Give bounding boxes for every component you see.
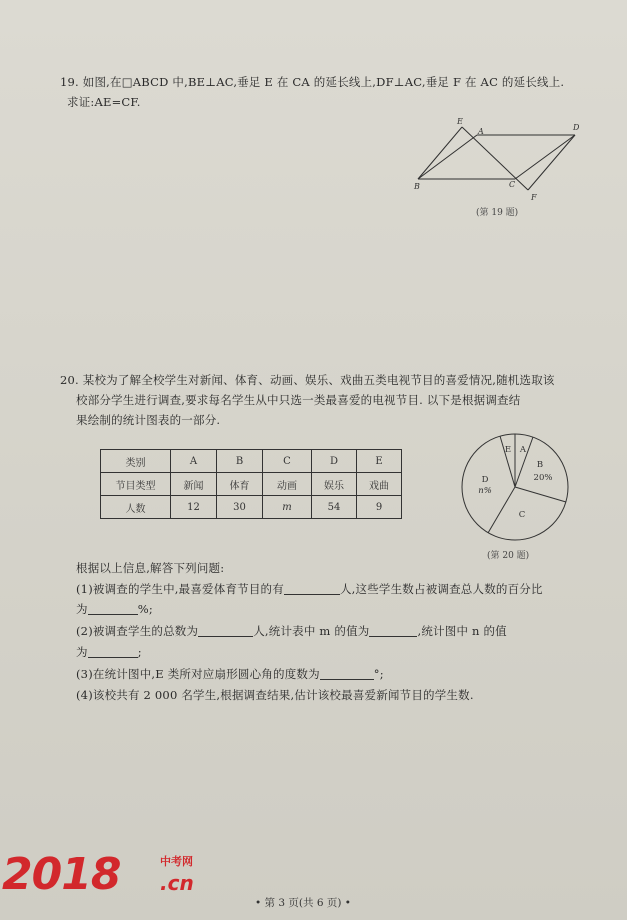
pie-label-B: B [536,460,544,470]
pie-label-C: C [518,510,526,520]
site-watermark-logo [2,851,252,903]
q19-caption: (第 19 题) [476,208,519,218]
part3-text-b: °; [373,667,384,681]
part1-text-b: 人,这些学生数占被调查总人数的百分比 [339,582,543,596]
segment-BA [418,135,477,179]
segment-BE [418,127,462,179]
q20-line1: 20. 某校为了解全校学生对新闻、体育、动画、娱乐、戏曲五类电视节目的喜爱情况,随机选取该 [60,373,555,387]
watermark-suffix: .cn [160,871,194,895]
q20-part3 [76,665,384,683]
answer-blank[interactable] [369,624,417,637]
point-F: F [531,193,537,202]
page-footer: • 第 3 页(共 6 页) • [255,897,351,909]
part2-text-b: 人,统计表中 m 的值为 [253,624,370,638]
segment-CD [515,135,575,179]
table-row [101,496,402,519]
pie-label-D: D [481,475,489,485]
point-B: B [414,182,420,191]
table-row [101,473,402,496]
q20-caption: (第 20 题) [487,551,530,561]
part1-text-d: %; [137,602,153,616]
q20-pie-chart [458,430,572,544]
table-cell: 娱乐 [312,473,357,496]
q20-stats-table [100,449,402,519]
part2-text-c: ,统计图中 n 的值 [417,624,507,638]
pie-label-E: E [504,445,512,455]
table-cell: 人数 [101,496,171,519]
answer-blank[interactable] [320,667,374,680]
table-cell: m [263,496,312,519]
part1-text-c: 为 [76,602,88,616]
part3-text-a: (3)在统计图中,E 类所对应扇形圆心角的度数为 [76,667,320,681]
table-cell: 动画 [263,473,312,496]
watermark-site: 中考网 [160,855,193,868]
part1-text-a: (1)被调查的学生中,最喜爱体育节目的有 [76,582,284,596]
answer-blank[interactable] [284,582,340,595]
table-cell: 54 [312,496,357,519]
pie-label-A: A [519,445,527,455]
table-cell: 30 [217,496,263,519]
q19-line1: 19. 如图,在□ABCD 中,BE⊥AC,垂足 E 在 CA 的延长线上,DF⊥AC,垂足 F 在 AC 的延长线上. [60,75,565,89]
q19-line2: 求证:AE=CF. [67,95,141,109]
point-D: D [573,123,580,132]
table-cell: 12 [171,496,217,519]
watermark-number: 2018 [2,849,121,900]
q20-line2: 校部分学生进行调查,要求每名学生从中只选一类最喜爱的电视节目. 以下是根据调查结 [76,393,521,407]
q20-line3: 果绘制的统计图表的一部分. [76,413,221,427]
pie-label-B-percent: 20% [533,473,553,483]
table-cell: 新闻 [171,473,217,496]
q20-intro: 根据以上信息,解答下列问题: [76,561,225,575]
part2-text-e: ; [137,645,142,659]
pie-label-D-percent: n% [478,486,492,496]
q20-part1-cont [76,600,153,618]
table-cell: D [312,450,357,473]
table-cell: 体育 [217,473,263,496]
answer-blank[interactable] [198,624,253,637]
table-cell: 9 [357,496,402,519]
table-cell: A [171,450,217,473]
q20-part2-cont [76,643,142,661]
table-cell: B [217,450,263,473]
q20-part1 [76,580,616,598]
pie-divider [488,487,515,533]
pie-divider [515,487,566,502]
part2-text-d: 为 [76,645,88,659]
answer-blank[interactable] [88,645,138,658]
segment-EF [462,127,528,190]
point-E: E [457,117,463,126]
q20-part4: (4)该校共有 2 000 名学生,根据调查结果,估计该校最喜爱新闻节目的学生数. [76,688,474,702]
pie-divider [500,436,515,487]
point-C: C [509,180,516,189]
table-cell: C [263,450,312,473]
q19-figure [405,112,595,212]
table-cell: 类别 [101,450,171,473]
q20-part2 [76,622,621,640]
point-A: A [478,127,484,136]
part2-text-a: (2)被调查学生的总数为 [76,624,199,638]
table-row [101,450,402,473]
table-cell: E [357,450,402,473]
answer-blank[interactable] [88,602,138,615]
table-cell: 节目类型 [101,473,171,496]
table-cell: 戏曲 [357,473,402,496]
segment-DF [528,135,575,190]
